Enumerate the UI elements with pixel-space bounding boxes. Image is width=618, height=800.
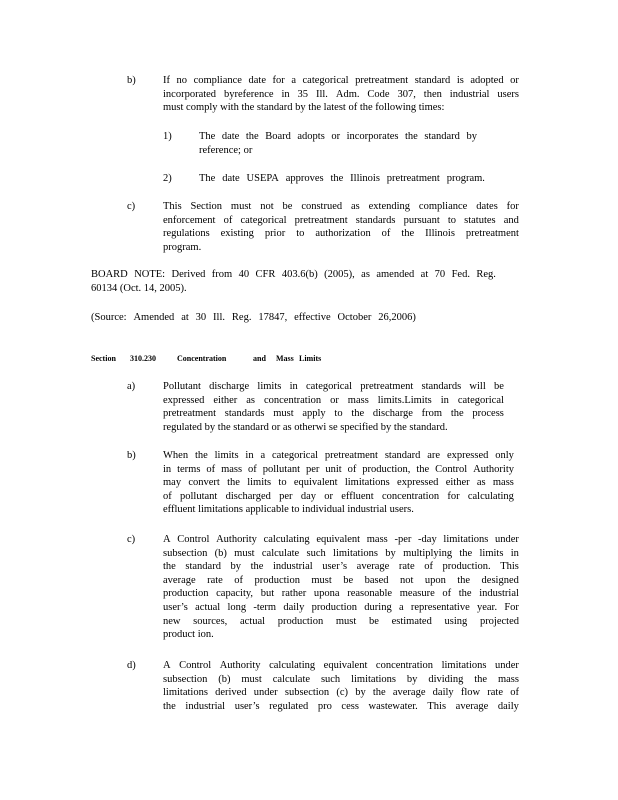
item-c-text — [163, 200, 519, 254]
item-d-text — [163, 659, 519, 713]
item-a-text — [163, 380, 504, 434]
subitem-label-2: 2) — [163, 173, 172, 184]
text-line: The date USEPA approves the Illinois pretreatment program. — [199, 173, 485, 184]
text-line: product ion. — [163, 629, 214, 641]
board-note — [91, 268, 496, 295]
item-b-text — [163, 74, 519, 115]
text-line: If no compliance date for a categorical pretreatment standard is adopted or — [163, 75, 519, 86]
text-line: enforcement of categorical pretreatment standards pursuant to statutes and — [163, 214, 519, 226]
text-line: the standard by the industrial user’s average rate of production. This — [163, 561, 519, 573]
text-line: When the limits in a categorical pretreatment standard are expressed only — [163, 450, 514, 461]
subitem-2-text — [199, 172, 485, 186]
text-line: (Source: Amended at 30 Ill. Reg. 17847, effective October 26,2006) — [91, 312, 416, 323]
item-label-c: c) — [127, 201, 136, 212]
text-line: reference; or — [199, 144, 253, 156]
text-line: subsection (b) must calculate such limitations by dividing the mass — [163, 673, 519, 685]
item-label-c2: c) — [127, 534, 136, 545]
text-line: Pollutant discharge limits in categorical pretreatment standards will be — [163, 381, 504, 392]
text-line: regulated by the standard or as otherwi se specified by the standard. — [163, 421, 448, 433]
text-line: incorporated byreference in 35 Ill. Adm. Code 307, then industrial users — [163, 88, 519, 100]
text-line: This Section must not be construed as extending compliance dates for — [163, 201, 519, 212]
text-line: A Control Authority calculating equivalent concentration limitations under — [163, 660, 519, 671]
item-label-a: a) — [127, 381, 136, 392]
text-line: A Control Authority calculating equivalent mass -per -day limitations under — [163, 534, 519, 545]
text-line: average rate of production must be based not upon the designed — [163, 574, 519, 586]
text-line: in terms of mass of pollutant per unit of production, the Control Authority — [163, 463, 514, 475]
text-line: user’s actual long -term daily production during a representative year. For — [163, 601, 519, 613]
heading-title-word: Mass — [276, 354, 294, 363]
item-b2-text — [163, 449, 514, 517]
text-line: may convert the limits to equivalent limitations expressed either as mass — [163, 477, 514, 489]
text-line: limitations derived under subsection (c) by the average daily flow rate of — [163, 687, 519, 699]
text-line: new sources, actual production must be estimated using projected — [163, 615, 519, 627]
text-line: subsection (b) must calculate such limitations by multiplying the limits in — [163, 547, 519, 559]
text-line: regulations existing prior to authorization of the Illinois pretreatment — [163, 228, 519, 240]
heading-title-word: Limits — [299, 354, 322, 363]
text-line: pretreatment standards must apply to the discharge from the process — [163, 408, 504, 420]
text-line: expressed either as concentration or mass limits.Limits in categorical — [163, 394, 504, 406]
text-line: production capacity, but rather upona reasonable measure of the industrial — [163, 588, 519, 600]
item-label-b2: b) — [127, 450, 136, 461]
heading-title-word: Concentration — [177, 354, 227, 363]
section-heading — [91, 353, 321, 365]
text-line: of pollutant discharged per day or effluent concentration for calculating — [163, 490, 514, 502]
text-line: The date the Board adopts or incorporates the standard by — [199, 131, 477, 142]
subitem-label-1: 1) — [163, 131, 172, 142]
text-line: program. — [163, 241, 202, 253]
source-note — [91, 311, 416, 325]
text-line: BOARD NOTE: Derived from 40 CFR 403.6(b) (2005), as amended at 70 Fed. Reg. — [91, 269, 496, 280]
item-label-d: d) — [127, 660, 136, 671]
text-line: effluent limitations applicable to individual industrial users. — [163, 504, 414, 516]
text-line: the industrial user’s regulated pro cess wastewater. This average daily — [163, 700, 519, 712]
heading-section-word: Section — [91, 354, 116, 363]
text-line: must comply with the standard by the latest of the following times: — [163, 102, 445, 114]
text-line: 60134 (Oct. 14, 2005). — [91, 282, 187, 294]
heading-title-word: and — [253, 354, 266, 363]
subitem-1-text — [199, 130, 477, 157]
item-label-b: b) — [127, 75, 136, 86]
item-c2-text — [163, 533, 519, 642]
heading-section-number: 310.230 — [130, 354, 156, 363]
